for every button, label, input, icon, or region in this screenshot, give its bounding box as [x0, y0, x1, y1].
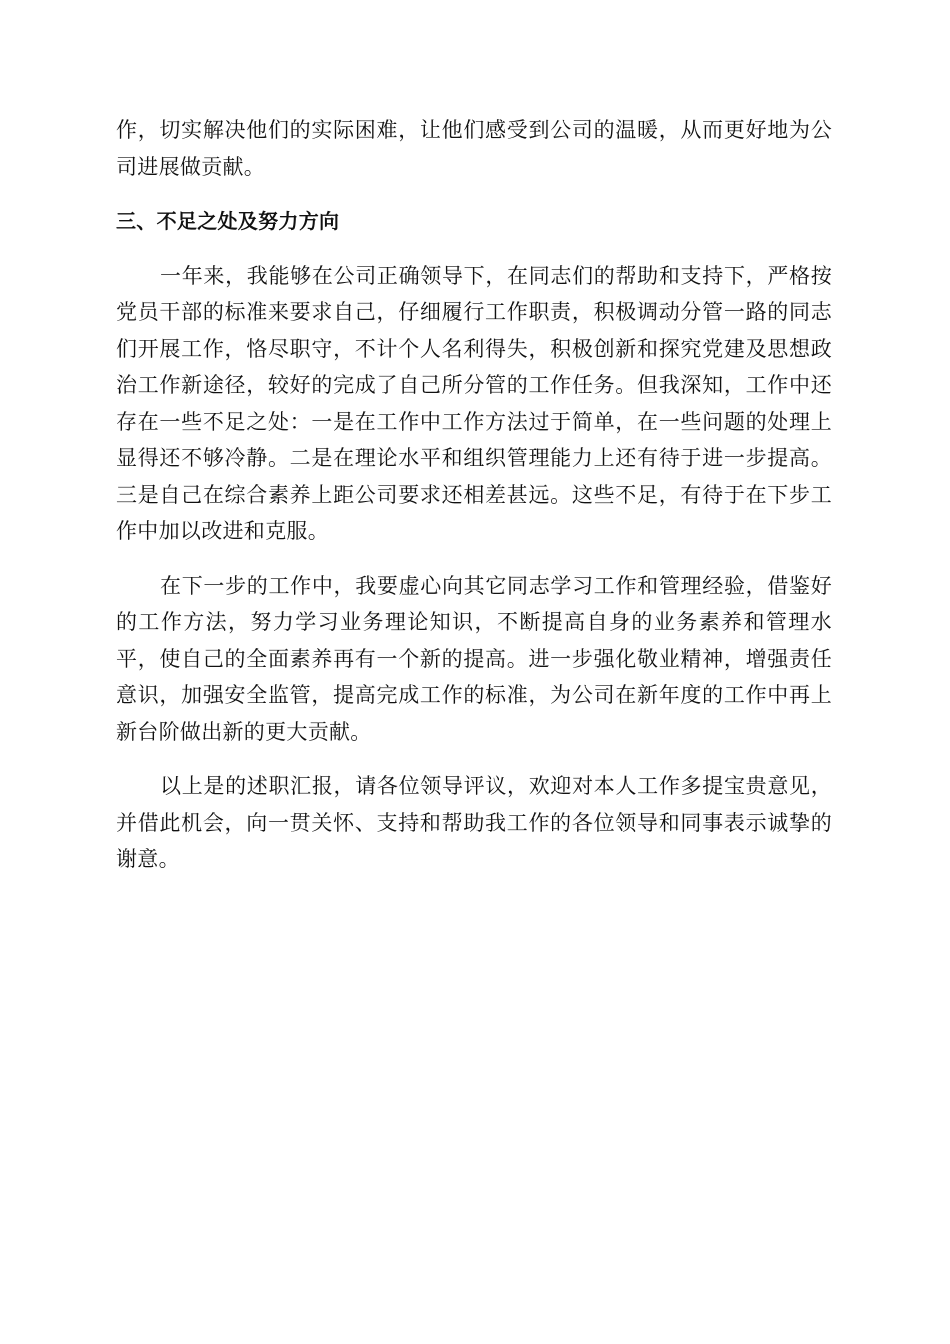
section-heading: 三、不足之处及努力方向 [116, 209, 340, 233]
paragraph-closing: 以上是的述职汇报，请各位领导评议，欢迎对本人工作多提宝贵意见，并借此机会，向一贯关怀、支持和帮助我工作的各位领导和同事表示诚挚的谢意。 [116, 774, 832, 871]
paragraph-shortcomings: 一年来，我能够在公司正确领导下，在同志们的帮助和支持下，严格按党员干部的标准来要求自己，仔细履行工作职责，积极调动分管一路的同志们开展工作，恪尽职守，不计个人名利得失，积极创新和探究党建及思想政治工作新途径，较好的完成了自己所分管的工作任务。但我深知，工作中还存在一些不足之处：一是在工作中工作方法过于简单，在一些问题的处理上显得还不够冷静。二是在理论水平和组织管理能力上还有待于进一步提高。三是自己在综合素养上距公司要求还相差甚远。这些不足，有待于在下步工作中加以改进和克服。 [116, 263, 832, 543]
continuation-paragraph: 作，切实解决他们的实际困难，让他们感受到公司的温暖，从而更好地为公司进展做贡献。 [116, 118, 832, 179]
paragraph-next-steps: 在下一步的工作中，我要虚心向其它同志学习工作和管理经验，借鉴好的工作方法，努力学习业务理论知识，不断提高自身的业务素养和管理水平，使自己的全面素养再有一个新的提高。进一步强化敬业精神，增强责任意识，加强安全监管，提高完成工作的标准，为公司在新年度的工作中再上新台阶做出新的更大贡献。 [116, 573, 832, 744]
document-body [116, 112, 832, 878]
